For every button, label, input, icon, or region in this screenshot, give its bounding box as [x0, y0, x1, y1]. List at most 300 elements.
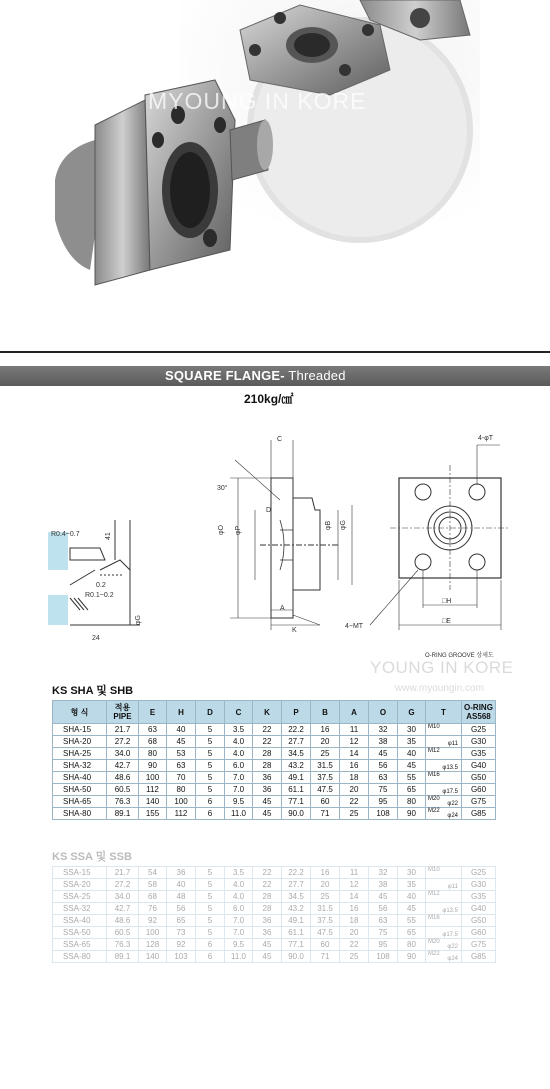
hole-diameter: φ22	[447, 944, 458, 950]
pressure-rating: 210kg/㎠	[244, 392, 294, 406]
table-cell: 14	[340, 891, 369, 903]
table-cell-t	[426, 808, 462, 820]
table-cell-t	[426, 748, 462, 760]
banner-title-sub: Threaded	[284, 368, 346, 383]
table-cell: 27.7	[282, 879, 311, 891]
table-cell: 16	[340, 760, 369, 772]
table-header-cell: A	[340, 701, 369, 724]
bolt-size: M16	[428, 915, 440, 921]
watermark-mid: YOUNG IN KORE	[370, 658, 514, 677]
table-cell: 90.0	[282, 808, 311, 820]
label-phi-p: φP	[235, 525, 242, 535]
table-cell: 21.7	[107, 867, 139, 879]
label-four-mt: 4−MT	[345, 623, 364, 630]
table-cell: 5	[196, 760, 225, 772]
table-header-cell: 형 식	[53, 701, 107, 724]
table-cell: 89.1	[107, 951, 139, 963]
label-four-t: 4-φT	[478, 435, 494, 442]
bolt-size: M20	[428, 796, 440, 802]
table-cell: 48.6	[107, 772, 139, 784]
table-cell: 11	[340, 867, 369, 879]
table-row	[53, 891, 496, 903]
table-cell-t	[426, 736, 462, 748]
table-cell: 43.2	[282, 903, 311, 915]
table-cell: 6.0	[225, 903, 253, 915]
table-cell: 49.1	[282, 772, 311, 784]
table-cell: 61.1	[282, 927, 311, 939]
table-header-cell: P	[282, 701, 311, 724]
bolt-size: M20	[428, 939, 440, 945]
table-cell: 22	[253, 736, 282, 748]
table-cell: 65	[167, 915, 196, 927]
table-cell: 61.1	[282, 784, 311, 796]
table-cell: 5	[196, 772, 225, 784]
table-cell: 32	[369, 724, 398, 736]
table-cell: SSA-32	[53, 903, 107, 915]
watermark-text: MYOUNG IN KORE	[148, 88, 367, 114]
table-cell: 47.5	[311, 784, 340, 796]
table-cell: 5	[196, 879, 225, 891]
front-view	[370, 445, 510, 630]
table-cell: 4.0	[225, 736, 253, 748]
table-cell: 140	[139, 951, 167, 963]
hole-diameter: φ13.5	[442, 765, 458, 771]
table-cell: 9.5	[225, 796, 253, 808]
table-header-cell: K	[253, 701, 282, 724]
table-row	[53, 772, 496, 784]
table-cell: 63	[167, 760, 196, 772]
table-cell-t	[426, 903, 462, 915]
table-cell: G40	[462, 903, 496, 915]
table-cell: 20	[340, 927, 369, 939]
table-cell: 20	[311, 736, 340, 748]
table-row	[53, 760, 496, 772]
table-cell: 22	[253, 879, 282, 891]
table-cell: 155	[139, 808, 167, 820]
table-row	[53, 724, 496, 736]
table-cell: 48	[167, 891, 196, 903]
table-cell: 103	[167, 951, 196, 963]
table-cell: SHA-65	[53, 796, 107, 808]
table-cell: 3.5	[225, 724, 253, 736]
table-cell: 48.6	[107, 915, 139, 927]
table-cell: SHA-50	[53, 784, 107, 796]
table-cell: 4.0	[225, 748, 253, 760]
label-dim41: 41	[105, 532, 112, 540]
table-cell: 28	[253, 891, 282, 903]
table-cell: 56	[167, 903, 196, 915]
table-cell: 22	[340, 796, 369, 808]
table-cell: 20	[340, 784, 369, 796]
banner-title-main: SQUARE FLANGE-	[165, 368, 285, 383]
table-cell: 28	[253, 903, 282, 915]
table-cell: SSA-15	[53, 867, 107, 879]
table-cell: 65	[398, 927, 426, 939]
table-cell: 34.5	[282, 891, 311, 903]
table-header-cell: T	[426, 701, 462, 724]
table-cell: 56	[369, 903, 398, 915]
table-cell: 58	[139, 879, 167, 891]
table-cell: 20	[311, 879, 340, 891]
table-cell: 12	[340, 736, 369, 748]
table-cell: G35	[462, 891, 496, 903]
table-cell: 42.7	[107, 903, 139, 915]
table-cell: 27.7	[282, 736, 311, 748]
table-cell: 16	[340, 903, 369, 915]
table-cell: 11.0	[225, 951, 253, 963]
table-cell: 38	[369, 879, 398, 891]
table-row	[53, 796, 496, 808]
table-cell: 90.0	[282, 951, 311, 963]
table-cell: 25	[340, 808, 369, 820]
table-cell: SSA-25	[53, 891, 107, 903]
table-cell: 112	[139, 784, 167, 796]
table-cell: 25	[311, 891, 340, 903]
table-header-cell: O	[369, 701, 398, 724]
table-cell: 7.0	[225, 927, 253, 939]
table-cell: 16	[311, 724, 340, 736]
table-cell: 5	[196, 736, 225, 748]
table-cell: 40	[167, 879, 196, 891]
table-cell: 140	[139, 796, 167, 808]
table-cell: 95	[369, 939, 398, 951]
table-row	[53, 784, 496, 796]
table-cell: 40	[398, 891, 426, 903]
table-cell-t	[426, 927, 462, 939]
table-cell: SHA-15	[53, 724, 107, 736]
bolt-size: M12	[428, 748, 440, 754]
table-cell: 63	[369, 915, 398, 927]
table-cell: 92	[167, 939, 196, 951]
watermark-url: www.myoungin.com	[395, 683, 484, 694]
table-row	[53, 808, 496, 820]
hole-diameter: φ22	[447, 801, 458, 807]
table-cell: 70	[167, 772, 196, 784]
label-dim24: 24	[92, 635, 100, 642]
table-cell: 60	[311, 796, 340, 808]
table-cell: 11	[340, 724, 369, 736]
table-cell: 36	[253, 784, 282, 796]
table-cell: 43.2	[282, 760, 311, 772]
table-cell: 9.5	[225, 939, 253, 951]
section-view	[230, 440, 352, 630]
table-cell: 4.0	[225, 879, 253, 891]
table-cell: 63	[369, 772, 398, 784]
table-cell: 18	[340, 915, 369, 927]
table1-title: KS SHA 및 SHB	[52, 685, 134, 697]
table-cell: 92	[139, 915, 167, 927]
table-cell: 128	[139, 939, 167, 951]
bolt-size: M22	[428, 808, 440, 814]
table-cell-t	[426, 772, 462, 784]
table-cell: 112	[167, 808, 196, 820]
table-cell-t	[426, 784, 462, 796]
table-cell: SHA-20	[53, 736, 107, 748]
section-divider	[0, 351, 550, 353]
table-cell-t	[426, 915, 462, 927]
table-cell-t	[426, 760, 462, 772]
table-cell: 6	[196, 939, 225, 951]
table-cell: 14	[340, 748, 369, 760]
label-phig-small: φG	[135, 615, 142, 625]
table-cell: 68	[139, 736, 167, 748]
technical-drawing	[40, 420, 530, 660]
spec-table-ssa	[52, 866, 496, 963]
table-cell: G40	[462, 760, 496, 772]
table-cell: 108	[369, 808, 398, 820]
table-cell: 5	[196, 927, 225, 939]
table-cell: 36	[253, 772, 282, 784]
table-cell: 11.0	[225, 808, 253, 820]
table-cell: G25	[462, 867, 496, 879]
table-cell: 80	[167, 784, 196, 796]
table-row	[53, 903, 496, 915]
table-cell: 54	[139, 867, 167, 879]
table-cell: 45	[253, 951, 282, 963]
table-cell: 27.2	[107, 879, 139, 891]
label-angle: 30°	[217, 485, 228, 492]
table-cell: SHA-32	[53, 760, 107, 772]
label-phi-o: φO	[218, 525, 225, 535]
table-cell: 60.5	[107, 927, 139, 939]
table-cell: G75	[462, 939, 496, 951]
table-cell: SSA-20	[53, 879, 107, 891]
table-cell: 37.5	[311, 772, 340, 784]
table-cell: 30	[398, 724, 426, 736]
table-cell: SSA-50	[53, 927, 107, 939]
table-cell: 36	[253, 927, 282, 939]
table-cell: 5	[196, 903, 225, 915]
table-header-cell: D	[196, 701, 225, 724]
table-cell: 32	[369, 867, 398, 879]
table-header-cell: O-RING AS568	[462, 701, 496, 724]
table-cell: 45	[398, 760, 426, 772]
table-header-cell: G	[398, 701, 426, 724]
table-cell: 80	[398, 796, 426, 808]
table-cell: 30	[398, 867, 426, 879]
label-d: D	[266, 507, 272, 514]
table-header-cell: H	[167, 701, 196, 724]
table-cell: 56	[369, 760, 398, 772]
hole-diameter: φ24	[447, 813, 458, 819]
table-cell: 45	[167, 736, 196, 748]
table-cell: 5	[196, 784, 225, 796]
table-cell-t	[426, 891, 462, 903]
table-cell: 40	[398, 748, 426, 760]
table-cell: G75	[462, 796, 496, 808]
table-cell: 55	[398, 772, 426, 784]
table-cell: G35	[462, 748, 496, 760]
table-row	[53, 748, 496, 760]
table-cell: G50	[462, 772, 496, 784]
table-cell: 35	[398, 879, 426, 891]
hole-diameter: φ13.5	[442, 908, 458, 914]
table-header-cell: B	[311, 701, 340, 724]
table-cell: 22	[340, 939, 369, 951]
table-cell: 100	[167, 796, 196, 808]
table-row	[53, 951, 496, 963]
table-cell: 7.0	[225, 784, 253, 796]
table-row	[53, 927, 496, 939]
table-cell: 90	[398, 951, 426, 963]
table-cell: 27.2	[107, 736, 139, 748]
table-cell: 45	[253, 796, 282, 808]
table-cell: G25	[462, 724, 496, 736]
hole-diameter: φ17.5	[442, 789, 458, 795]
table-row	[53, 867, 496, 879]
table-cell: G60	[462, 927, 496, 939]
table-cell: 16	[311, 867, 340, 879]
table-cell: 12	[340, 879, 369, 891]
table-cell: G60	[462, 784, 496, 796]
table-header-cell: C	[225, 701, 253, 724]
table-cell: 5	[196, 867, 225, 879]
table-cell: 47.5	[311, 927, 340, 939]
table-cell-t	[426, 879, 462, 891]
table-cell: 76.3	[107, 796, 139, 808]
flange-photo-illustration	[0, 0, 550, 300]
table-row	[53, 915, 496, 927]
label-k: K	[292, 627, 297, 634]
label-r04: R0.4~0.7	[51, 531, 80, 538]
table-cell: 6	[196, 951, 225, 963]
table-cell-t	[426, 951, 462, 963]
table-cell: 5	[196, 724, 225, 736]
table-cell: G30	[462, 879, 496, 891]
table-cell: 22.2	[282, 724, 311, 736]
table-row	[53, 939, 496, 951]
table-cell: 22	[253, 867, 282, 879]
table-cell: 53	[167, 748, 196, 760]
table-cell: 3.5	[225, 867, 253, 879]
table-cell: SHA-25	[53, 748, 107, 760]
table-cell: 80	[398, 939, 426, 951]
table-cell: 100	[139, 927, 167, 939]
label-phi-g: φG	[340, 520, 347, 530]
table-cell-t	[426, 796, 462, 808]
table-cell-t	[426, 867, 462, 879]
table-cell: 76	[139, 903, 167, 915]
table-cell: 108	[369, 951, 398, 963]
table-cell: 34.5	[282, 748, 311, 760]
table-cell: 5	[196, 748, 225, 760]
table-cell: 75	[369, 784, 398, 796]
table-cell: 38	[369, 736, 398, 748]
table-row	[53, 879, 496, 891]
table-cell: 55	[398, 915, 426, 927]
table-cell: 71	[311, 808, 340, 820]
table-cell: 76.3	[107, 939, 139, 951]
table-cell: 34.0	[107, 748, 139, 760]
table-cell: 31.5	[311, 760, 340, 772]
table-cell: 5	[196, 915, 225, 927]
table-header-cell: E	[139, 701, 167, 724]
bolt-size: M22	[428, 951, 440, 957]
label-a: A	[280, 605, 285, 612]
table2-title: KS SSA 및 SSB	[52, 851, 132, 863]
label-dim02: 0.2	[96, 582, 106, 589]
table-cell: 89.1	[107, 808, 139, 820]
table-cell: G85	[462, 951, 496, 963]
table-row	[53, 736, 496, 748]
table-cell: 18	[340, 772, 369, 784]
table-cell: 63	[139, 724, 167, 736]
table-cell: 42.7	[107, 760, 139, 772]
table-cell: 34.0	[107, 891, 139, 903]
table-cell: 45	[253, 808, 282, 820]
table-cell: 7.0	[225, 772, 253, 784]
hole-diameter: φ11	[447, 884, 458, 890]
label-oring-groove: O-RING GROOVE 상세도	[425, 653, 494, 659]
table-cell: 5	[196, 891, 225, 903]
hole-diameter: φ24	[447, 956, 458, 962]
label-r01: R0.1~0.2	[85, 592, 114, 599]
table-cell: 45	[253, 939, 282, 951]
table-cell: 90	[398, 808, 426, 820]
bolt-size: M10	[428, 724, 440, 730]
table-cell: 7.0	[225, 915, 253, 927]
table-cell: 25	[311, 748, 340, 760]
table-cell: 36	[253, 915, 282, 927]
table-cell: 95	[369, 796, 398, 808]
table-cell: 35	[398, 736, 426, 748]
table-cell: 31.5	[311, 903, 340, 915]
table-cell: 22.2	[282, 867, 311, 879]
table-cell-t	[426, 939, 462, 951]
table-cell: G85	[462, 808, 496, 820]
table-cell: 60	[311, 939, 340, 951]
table-cell: 68	[139, 891, 167, 903]
table-cell: 6	[196, 796, 225, 808]
table-cell: 40	[167, 724, 196, 736]
table-header-cell: 적용 PIPE	[107, 701, 139, 724]
table-cell: 75	[369, 927, 398, 939]
table-cell: 21.7	[107, 724, 139, 736]
table-cell: 22	[253, 724, 282, 736]
table-cell: 77.1	[282, 939, 311, 951]
table-cell: 49.1	[282, 915, 311, 927]
hole-diameter: φ17.5	[442, 932, 458, 938]
table-cell: SSA-65	[53, 939, 107, 951]
table-cell: SHA-40	[53, 772, 107, 784]
table-cell: 90	[139, 760, 167, 772]
table-cell: 4.0	[225, 891, 253, 903]
table-cell: 100	[139, 772, 167, 784]
table-cell: 65	[398, 784, 426, 796]
table-cell: SSA-40	[53, 915, 107, 927]
table-cell: G50	[462, 915, 496, 927]
table-cell: 6	[196, 808, 225, 820]
table-cell: 60.5	[107, 784, 139, 796]
table-cell: 36	[167, 867, 196, 879]
label-c: C	[277, 436, 283, 443]
table-cell: SHA-80	[53, 808, 107, 820]
table-header-row	[53, 701, 496, 724]
spec-table-sha	[52, 700, 496, 820]
table-cell: G30	[462, 736, 496, 748]
label-h: □H	[442, 598, 452, 605]
bolt-size: M10	[428, 867, 440, 873]
table-cell: 71	[311, 951, 340, 963]
bolt-size: M16	[428, 772, 440, 778]
table-cell: 45	[369, 891, 398, 903]
hole-diameter: φ11	[447, 741, 458, 747]
table-cell: 77.1	[282, 796, 311, 808]
table-cell: 28	[253, 760, 282, 772]
table-cell: 45	[398, 903, 426, 915]
label-e: □E	[442, 618, 451, 625]
table-cell: SSA-80	[53, 951, 107, 963]
